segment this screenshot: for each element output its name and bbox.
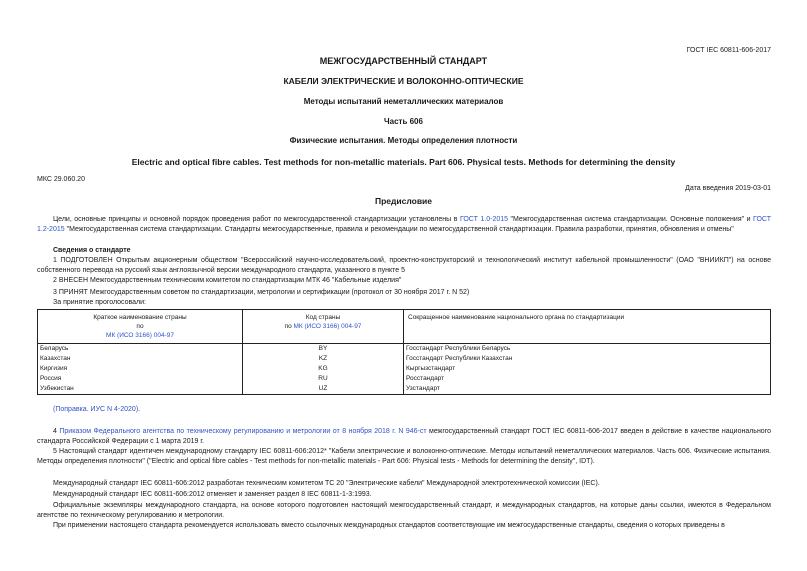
col-body-header: Сокращенное наименование национального органа по стандартизации <box>404 310 771 344</box>
document-code: ГОСТ IEC 60811-606-2017 <box>686 47 771 54</box>
about-p2: 2 ВНЕСЕН Межгосударственным техническим комитетом по стандартизации МТК 46 "Кабельные изделия" <box>53 277 402 284</box>
col-country-header: Краткое наименование страны по МК (ИСО 3166) 004-97 <box>38 310 243 344</box>
mks-code: МКС 29.060.20 <box>37 176 85 183</box>
amendment-link[interactable]: (Поправка. ИУС N 4-2020) <box>53 406 139 413</box>
intro-date: Дата введения 2019-03-01 <box>685 185 771 192</box>
note-4: При применении настоящего стандарта рекомендуется использовать вместо ссылочных международных стандартов соответствующие им межгосударственные стандарты, сведения о которых приведены в <box>53 522 725 529</box>
about-p3b: За принятие проголосовали: <box>53 299 146 306</box>
about-heading: Сведения о стандарте <box>53 247 131 254</box>
note-1: Международный стандарт IEC 60811-606:2012 разработан техническим комитетом ТС 20 "Электрические кабели" Международной электротехнической комиссии (IEC). <box>53 480 600 487</box>
goals-paragraph: Цели, основные принципы и основной порядок проведения работ по межгосударственной стандартизации установлены в ГОСТ 1.0-2015 "Межгосударственная система стандартизации. Основные положения" и ГОСТ 1.2-2015 "Межгосударственная система стандартизации. Стандарты межгосударственные, правила и рекомендации по межгосударственной стандартизации. Правила разработки, принятия, обновления и отмены" <box>37 216 771 233</box>
order-link[interactable]: Приказом Федерального агентства по техническому регулированию и метрологии от 8 ноября 2018 г. N 946-ст <box>59 428 427 435</box>
mk-iso-link-2[interactable]: МК (ИСО 3166) 004-97 <box>293 323 362 330</box>
standard-english-title: Electric and optical fibre cables. Test methods for non-metallic materials. Part 606. Physical tests. Methods for determining the density <box>131 157 676 167</box>
identity-paragraph: 5 Настоящий стандарт идентичен международному стандарту IEC 60811-606:2012* "Кабели электрические и волоконно-оптические. Методы испытаний неметаллических материалов. Часть 606. Физические испытания. Методы определения плотности" ("Electric and optical fibre cables - Test methods for non-metallic materials - Part 606: Physical tests - Methods for determining the density", IDT). <box>37 448 771 465</box>
about-p3: 3 ПРИНЯТ Межгосударственным советом по стандартизации, метрологии и сертификации (протокол от 30 ноября 2017 г. N 52) <box>53 289 470 296</box>
table-row: Киргизия KG Кыргызстандарт <box>38 364 771 374</box>
gost-1-2-link[interactable]: ГОСТ 1.2-2015 <box>37 216 771 233</box>
table-row: Казахстан KZ Госстандарт Республики Казахстан <box>38 354 771 364</box>
table-row: Узбекистан UZ Узстандарт <box>38 384 771 395</box>
note-2: Международный стандарт IEC 60811-606:2012 отменяет и заменяет раздел 8 IEC 60811-1-3:1993. <box>53 491 372 498</box>
standard-subtitle: КАБЕЛИ ЭЛЕКТРИЧЕСКИЕ И ВОЛОКОННО-ОПТИЧЕСКИЕ <box>283 76 524 86</box>
voting-countries-table <box>37 309 771 395</box>
table-row: Россия RU Росстандарт <box>38 374 771 384</box>
standard-title: МЕЖГОСУДАРСТВЕННЫЙ СТАНДАРТ <box>319 56 488 66</box>
table-row: Беларусь BY Госстандарт Республики Беларусь <box>38 344 771 355</box>
note-3: Официальные экземпляры международного стандарта, на основе которого подготовлен настоящий межгосударственный стандарт, и международных стандартов, на которые даны ссылки, имеются в Федеральном агентстве по техническому регулированию и метрологии. <box>37 502 771 519</box>
gost-1-0-link[interactable]: ГОСТ 1.0-2015 <box>459 216 509 223</box>
standard-methods: Методы испытаний неметаллических материалов <box>303 97 504 106</box>
amendment-note: (Поправка. ИУС N 4-2020). <box>53 406 141 413</box>
standard-part: Часть 606 <box>384 117 423 126</box>
standard-physical: Физические испытания. Методы определения плотности <box>289 136 518 145</box>
col-code-header: Код страны по МК (ИСО 3166) 004-97 <box>243 310 404 344</box>
order-paragraph: 4 Приказом Федерального агентства по техническому регулированию и метрологии от 8 ноября 2018 г. N 946-ст межгосударственный стандарт ГОСТ IEC 60811-606-2017 введен в действие в качестве национального стандарта Российской Федерации с 1 марта 2019 г. <box>37 428 771 445</box>
mk-iso-link-1[interactable]: МК (ИСО 3166) 004-97 <box>106 332 174 339</box>
about-p1: 1 ПОДГОТОВЛЕН Открытым акционерным обществом "Всероссийский научно-исследовательский, проектно-конструкторский и технологический институт кабельной промышленности" (ОАО "ВНИИКП") на основе собственного перевода на русский язык англоязычной версии международного стандарта, указанного в пункте 5 <box>37 257 771 274</box>
preface-heading: Предисловие <box>374 196 433 206</box>
